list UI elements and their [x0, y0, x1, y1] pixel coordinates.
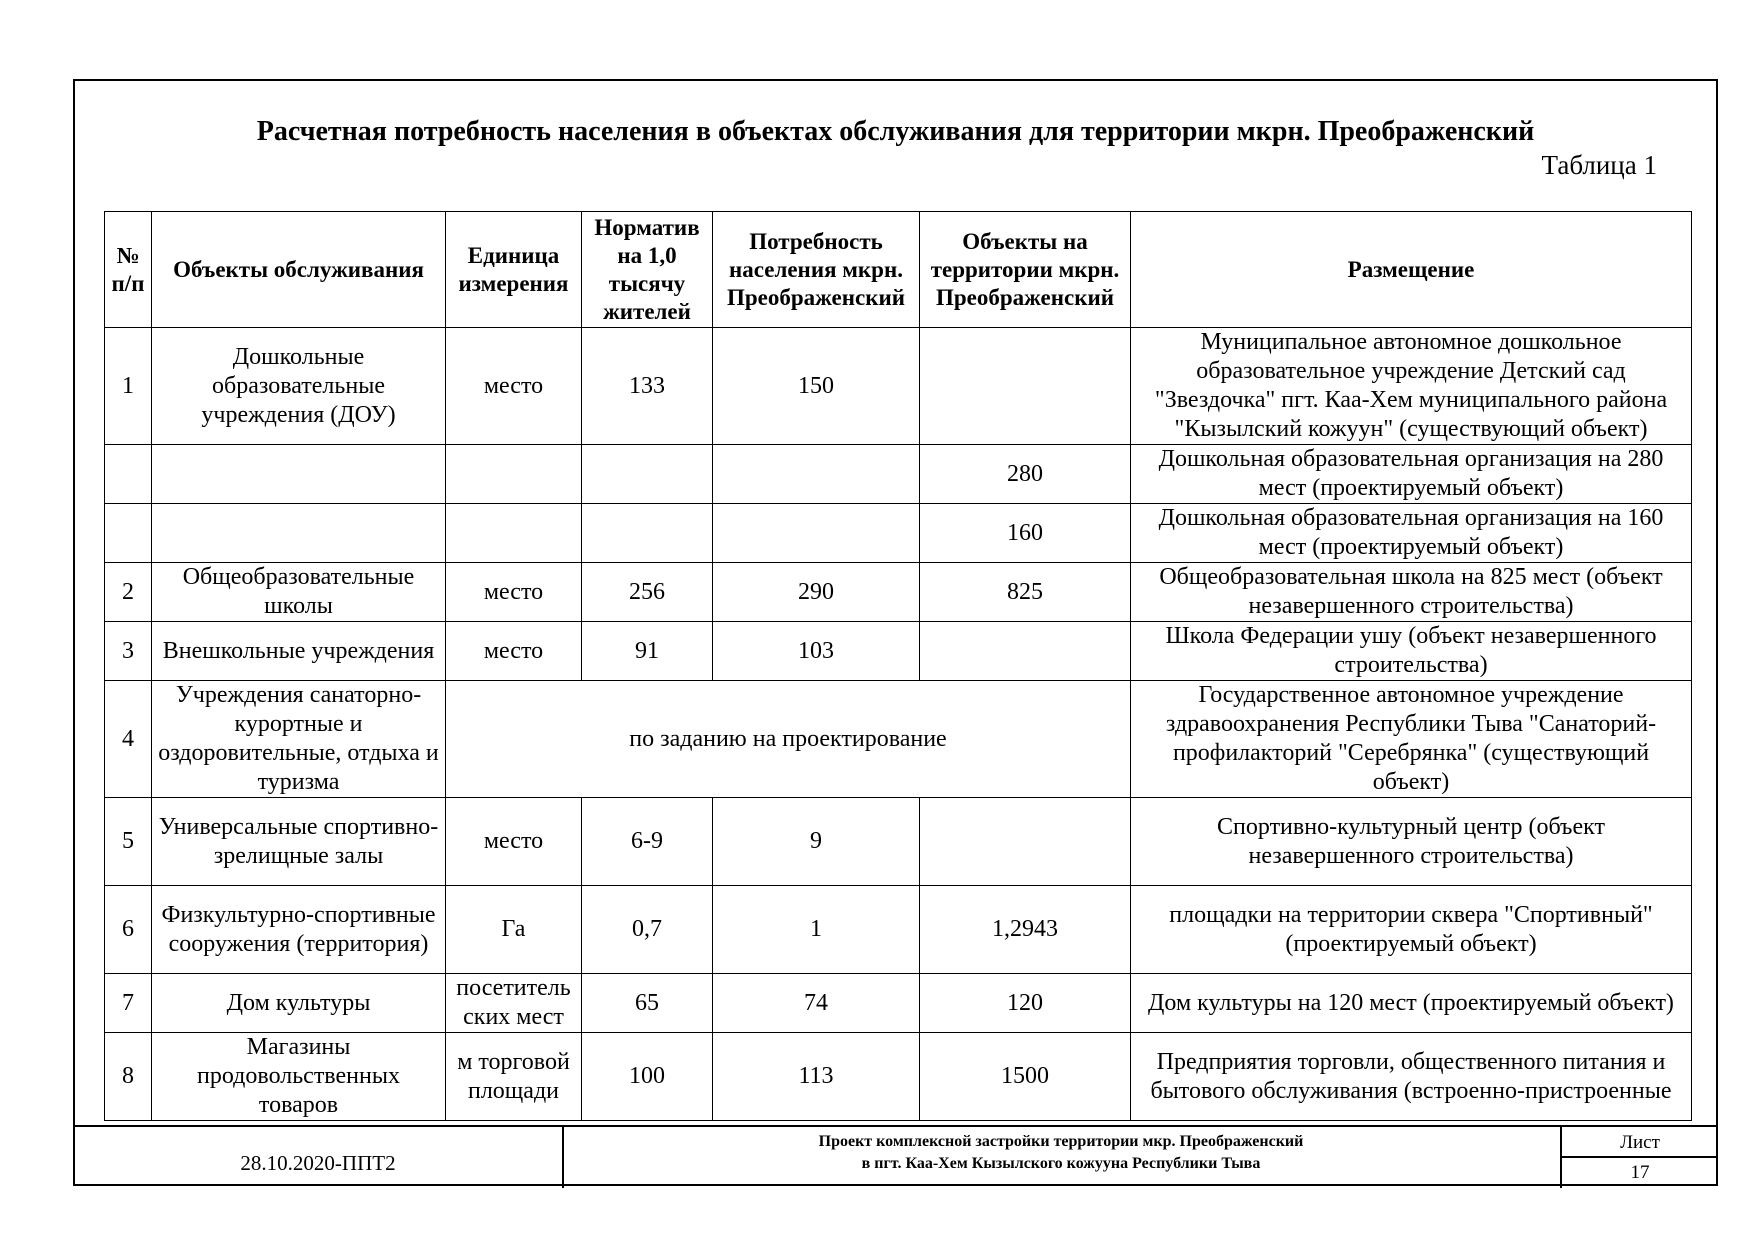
cell-unit: место — [446, 622, 582, 681]
cell-need: 103 — [713, 622, 920, 681]
cell-placement: Дошкольная образовательная организация на 160 мест (проектируемый объект) — [1131, 504, 1692, 563]
cell-unit — [446, 504, 582, 563]
table-row — [105, 681, 1692, 798]
cell-norm: 6-9 — [582, 798, 713, 886]
cell-num: 1 — [105, 328, 152, 445]
cell-placement: Государственное автономное учреждение здравоохранения Республики Тыва "Санаторий-профилакторий "Серебрянка" (существующий объект) — [1131, 681, 1692, 798]
cell-object: Учреждения санаторно-курортные и оздоровительные, отдыха и туризма — [152, 681, 446, 798]
cell-norm: 133 — [582, 328, 713, 445]
cell-placement: Общеобразовательная школа на 825 мест (объект незавершенного строительства) — [1131, 563, 1692, 622]
cell-territory: 120 — [920, 974, 1131, 1033]
header-need: Потребность населения мкрн. Преображенский — [713, 212, 920, 328]
cell-object: Физкультурно-спортивные сооружения (территория) — [152, 886, 446, 974]
cell-placement: Школа Федерации ушу (объект незавершенного строительства) — [1131, 622, 1692, 681]
project-title-line1: Проект комплексной застройки территории мкр. Преображенский — [818, 1133, 1304, 1150]
header-objects: Объекты обслуживания — [152, 212, 446, 328]
header-norm: Норматив на 1,0 тысячу жителей — [582, 212, 713, 328]
table-row — [105, 1033, 1692, 1121]
table-row — [105, 974, 1692, 1033]
cell-placement: Дом культуры на 120 мест (проектируемый объект) — [1131, 974, 1692, 1033]
cell-unit: место — [446, 328, 582, 445]
cell-unit — [446, 445, 582, 504]
header-num: № п/п — [105, 212, 152, 328]
cell-unit: м торговой площади — [446, 1033, 582, 1121]
project-title — [564, 1131, 1558, 1186]
table-row — [105, 622, 1692, 681]
cell-placement: Спортивно-культурный центр (объект незавершенного строительства) — [1131, 798, 1692, 886]
table-label: Таблица 1 — [1541, 150, 1657, 180]
cell-need: 290 — [713, 563, 920, 622]
cell-object: Общеобразовательные школы — [152, 563, 446, 622]
project-title-line2: в пгт. Каа-Хем Кызылского кожууна Республики Тыва — [861, 1155, 1261, 1172]
header-unit: Единица измерения — [446, 212, 582, 328]
cell-placement: Дошкольная образовательная организация на 280 мест (проектируемый объект) — [1131, 445, 1692, 504]
cell-num: 3 — [105, 622, 152, 681]
cell-object: Магазины продовольственных товаров — [152, 1033, 446, 1121]
cell-placement: Муниципальное автономное дошкольное образовательное учреждение Детский сад "Звездочка" пгт. Каа-Хем муниципального района "Кызылский кожуун" (существующий объект) — [1131, 328, 1692, 445]
cell-territory — [920, 622, 1131, 681]
cell-territory: 825 — [920, 563, 1131, 622]
table-row — [105, 328, 1692, 445]
header-placement: Размещение — [1131, 212, 1692, 328]
cell-unit: посетитель ских мест — [446, 974, 582, 1033]
document-code: 28.10.2020-ППТ2 — [240, 1151, 396, 1175]
sheet-number: 17 — [1630, 1162, 1650, 1183]
cell-unit: место — [446, 563, 582, 622]
cell-norm: 0,7 — [582, 886, 713, 974]
cell-object: Универсальные спортивно- зрелищные залы — [152, 798, 446, 886]
cell-object — [152, 445, 446, 504]
cell-object: Дом культуры — [152, 974, 446, 1033]
cell-num: 8 — [105, 1033, 152, 1121]
cell-territory — [920, 798, 1131, 886]
cell-norm: 100 — [582, 1033, 713, 1121]
cell-num: 2 — [105, 563, 152, 622]
cell-num — [105, 445, 152, 504]
header-row — [105, 212, 1692, 328]
cell-unit: Га — [446, 886, 582, 974]
cell-unit: место — [446, 798, 582, 886]
cell-need: 150 — [713, 328, 920, 445]
cell-territory: 1,2943 — [920, 886, 1131, 974]
cell-need — [713, 445, 920, 504]
cell-num: 4 — [105, 681, 152, 798]
cell-object — [152, 504, 446, 563]
cell-norm: 91 — [582, 622, 713, 681]
cell-need: 74 — [713, 974, 920, 1033]
title-block — [73, 1125, 1718, 1188]
cell-norm — [582, 504, 713, 563]
cell-placement: площадки на территории сквера "Спортивный" (проектируемый объект) — [1131, 886, 1692, 974]
header-territory: Объекты на территории мкрн. Преображенский — [920, 212, 1131, 328]
cell-norm: 256 — [582, 563, 713, 622]
cell-object: Внешкольные учреждения — [152, 622, 446, 681]
cell-num: 5 — [105, 798, 152, 886]
cell-num: 6 — [105, 886, 152, 974]
cell-territory: 1500 — [920, 1033, 1131, 1121]
cell-object: Дошкольные образовательные учреждения (ДОУ) — [152, 328, 446, 445]
cell-num: 7 — [105, 974, 152, 1033]
cell-territory — [920, 328, 1131, 445]
cell-need — [713, 504, 920, 563]
cell-norm — [582, 445, 713, 504]
table-row — [105, 504, 1692, 563]
cell-num — [105, 504, 152, 563]
cell-need: 113 — [713, 1033, 920, 1121]
sheet-label: Лист — [1562, 1127, 1718, 1158]
cell-territory: 280 — [920, 445, 1131, 504]
cell-territory: 160 — [920, 504, 1131, 563]
document-title: Расчетная потребность населения в объектах обслуживания для территории мкрн. Преображенский — [256, 116, 1535, 147]
table-row — [105, 445, 1692, 504]
table-row — [105, 563, 1692, 622]
cell-merged-note: по заданию на проектирование — [446, 681, 1131, 798]
cell-norm: 65 — [582, 974, 713, 1033]
table-row — [105, 886, 1692, 974]
cell-need: 1 — [713, 886, 920, 974]
table-row — [105, 798, 1692, 886]
cell-placement: Предприятия торговли, общественного питания и бытового обслуживания (встроенно-пристроенные — [1131, 1033, 1692, 1121]
services-table — [104, 211, 1692, 1121]
cell-need: 9 — [713, 798, 920, 886]
